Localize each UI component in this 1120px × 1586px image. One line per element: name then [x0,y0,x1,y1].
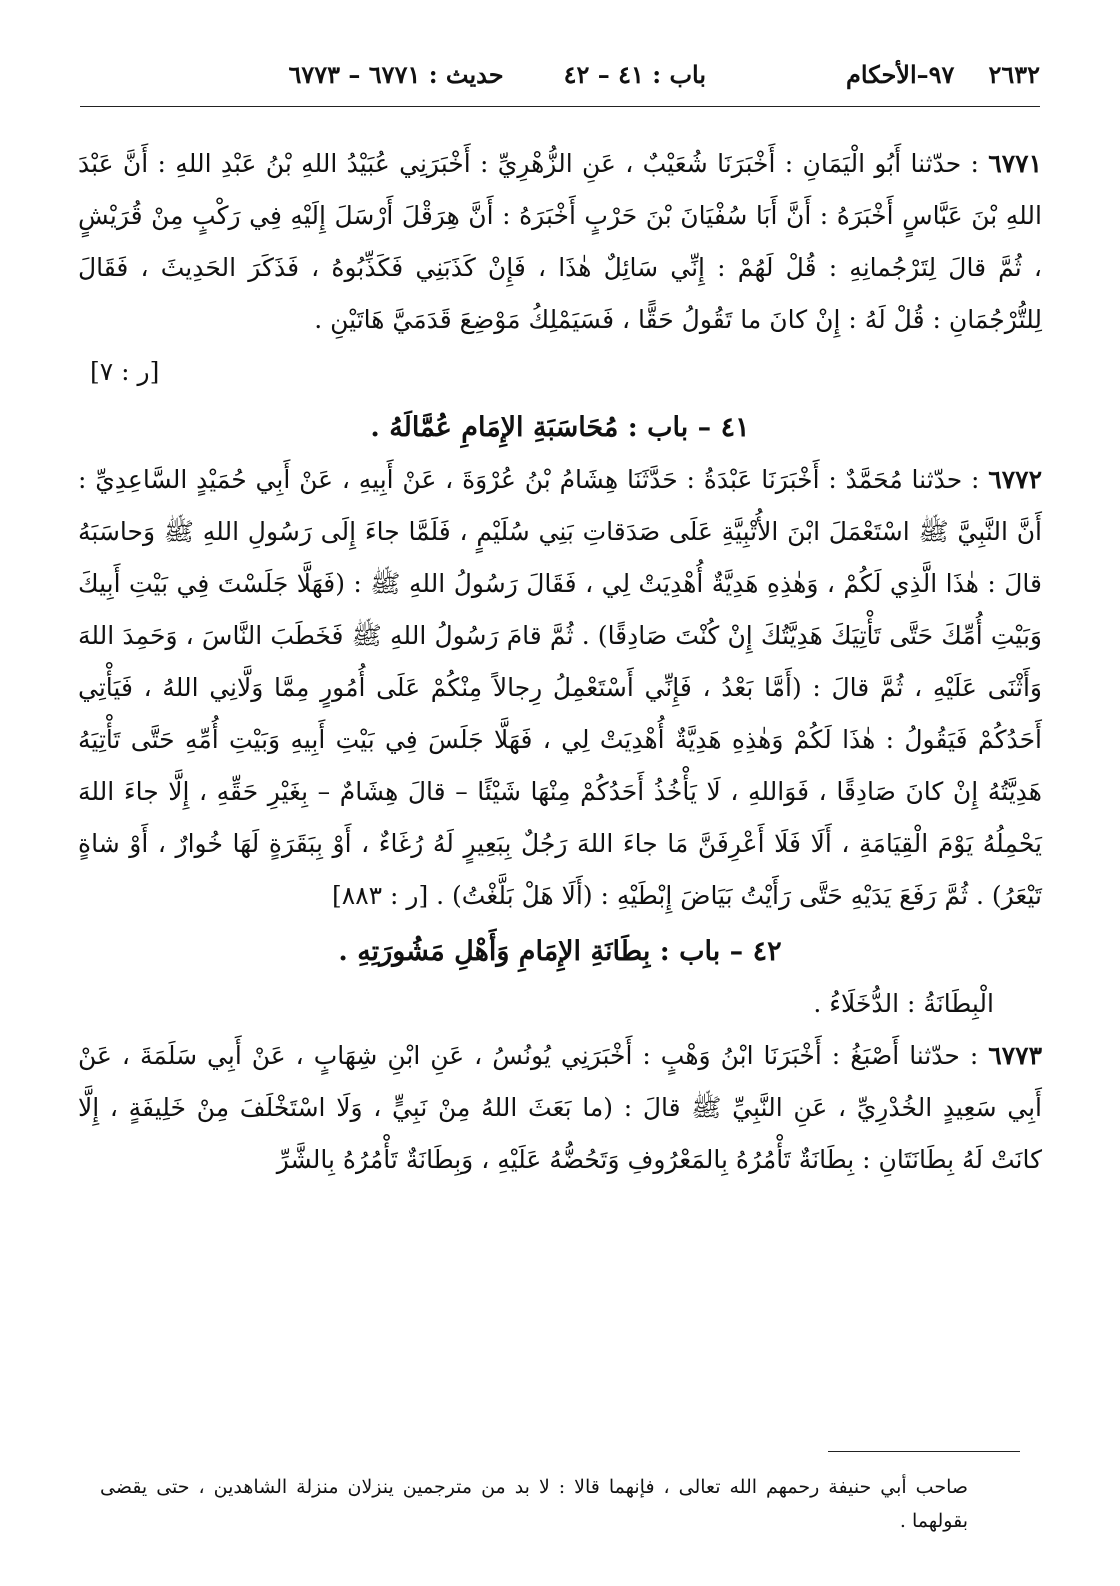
page-header [80,50,1040,98]
cross-reference: [ر : ٨٨٣] [332,881,437,910]
hadith-6772 [78,454,1042,922]
hadith-6771 [78,138,1042,346]
hadith-text: : حدّثنا أَصْبَغُ : أَخْبَرَنَا ابْنُ وَهْبٍ : أَخْبَرَنِي يُونُسُ ، عَنِ ابْنِ شِهَابٍ ، عَنْ أَبِي سَلَمَةَ ، عَنْ أَبِي سَعِيدٍ الخُدْرِيِّ ، عَنِ النَّبِيِّ ﷺ قالَ : (ما بَعَثَ اللهُ مِنْ نَبِيٍّ ، وَلَا اسْتَخْلَفَ مِنْ خَلِيفَةٍ ، إِلَّا كانَتْ لَهُ بِطَانَتَانِ : بِطَانَةٌ تَأْمُرُهُ بِالمَعْرُوفِ وَتَحُضُّهُ عَلَيْهِ ، وَبِطَانَةٌ تَأْمُرُهُ بِالشَّرِّ [78,1041,1042,1174]
footnote: صاحب أبي حنيفة رحمهم الله تعالى ، فإنهما قالا : لا بد من مترجمين ينزلان منزلة الشاهدين ، حتى يقضى بقولهما . [100,1476,968,1532]
hadith-number: ٦٧٧٢ [988,465,1042,494]
hadith-number: ٦٧٧١ [988,149,1042,178]
hadith-number: ٦٧٧٣ [988,1041,1042,1070]
hadith-6773 [78,1030,1042,1186]
bab-42-definition: الْبِطَانَةُ : الدُّخَلَاءُ . [813,989,994,1018]
header-divider [80,106,1040,107]
page-number: ٢٦٣٢ [988,59,1040,89]
hadith-text: : حدّثنا أَبُو الْيَمَانِ : أَخْبَرَنَا شُعَيْبٌ ، عَنِ الزُّهْرِيِّ : أَخْبَرَنِي عُبَيْدُ اللهِ بْنُ عَبْدِ اللهِ : أَنَّ عَبْدَ اللهِ بْنَ عَبَّاسٍ أَخْبَرَهُ : أَنَّ أَبَا سُفْيَانَ بْنَ حَرْبٍ أَخْبَرَهُ : أَنَّ هِرَقْلَ أَرْسَلَ إِلَيْهِ فِي رَكْبٍ مِنْ قُرَيْشٍ ، ثُمَّ قالَ لِتَرْجُمانِهِ : قُلْ لَهُمْ : إِنِّي سَائِلٌ هٰذَا ، فَإِنْ كَذَبَنِي فَكَذِّبُوهُ ، فَذَكَرَ الحَدِيثَ ، فَقَالَ لِلتُّرْجُمَانِ : قُلْ لَهُ : إِنْ كانَ ما تَقُولُ حَقًّا ، فَسَيَمْلِكُ مَوْضِعَ قَدَمَيَّ هَاتَيْنِ . [78,149,1042,334]
footnote-divider [828,1451,1020,1452]
bab-41-heading: ٤١ – باب : مُحَاسَبَةِ الإِمَامِ عُمَّالَهُ . [370,412,750,443]
bab-range: باب : ٤١ – ٤٢ [563,59,707,89]
book-title: ٩٧–الأحكام [846,59,955,89]
bab-42-heading: ٤٢ – باب : بِطَانَةِ الإِمَامِ وَأَهْلِ مَشُورَتِهِ . [338,936,782,967]
hadith-text: : حدّثنا مُحَمَّدٌ : أَخْبَرَنَا عَبْدَةُ : حَدَّثَنَا هِشَامُ بْنُ عُرْوَةَ ، عَنْ أَبِيهِ ، عَنْ أَبِي حُمَيْدٍ السَّاعِدِيِّ : أَنَّ النَّبِيَّ ﷺ اسْتَعْمَلَ ابْنَ الأُتْبِيَّةِ عَلَى صَدَقاتِ بَنِي سُلَيْمٍ ، فَلَمَّا جاءَ إِلَى رَسُولِ اللهِ ﷺ وَحاسَبَهُ قالَ : هٰذَا الَّذِي لَكُمْ ، وَهٰذِهِ هَدِيَّةٌ أُهْدِيَتْ لِي ، فَقَالَ رَسُولُ اللهِ ﷺ : (فَهَلَّا جَلَسْتَ فِي بَيْتِ أَبِيكَ وَبَيْتِ أُمِّكَ حَتَّى تَأْتِيَكَ هَدِيَّتُكَ إِنْ كُنْتَ صَادِقًا) . ثُمَّ قامَ رَسُولُ اللهِ ﷺ فَخَطَبَ النَّاسَ ، وَحَمِدَ اللهَ وَأَثْنَى عَلَيْهِ ، ثُمَّ قالَ : (أَمَّا بَعْدُ ، فَإِنِّي أَسْتَعْمِلُ رِجالاً مِنْكُمْ عَلَى أُمُورٍ مِمَّا وَلَّانِي اللهُ ، فَيَأْتِي أَحَدُكُمْ فَيَقُولُ : هٰذَا لَكُمْ وَهٰذِهِ هَدِيَّةٌ أُهْدِيَتْ لِي ، فَهَلَّا جَلَسَ فِي بَيْتِ أَبِيهِ وَبَيْتِ أُمِّهِ حَتَّى تَأْتِيَهُ هَدِيَّتُهُ إِنْ كانَ صَادِقًا ، فَوَاللهِ ، لَا يَأْخُذُ أَحَدُكُمْ مِنْهَا شَيْئًا – قالَ هِشَامٌ – بِغَيْرِ حَقِّهِ ، إِلَّا جاءَ اللهَ يَحْمِلُهُ يَوْمَ الْقِيَامَةِ ، أَلَا فَلَا أَعْرِفَنَّ مَا جاءَ اللهَ رَجُلٌ بِبَعِيرٍ لَهُ رُغَاءٌ ، أَوْ بِبَقَرَةٍ لَهَا خُوارٌ ، أَوْ شاةٍ تَيْعَرُ) . ثُمَّ رَفَعَ يَدَيْهِ حَتَّى رَأَيْتُ بَيَاضَ إِبْطَيْهِ : (أَلَا هَلْ بَلَّغْتُ) . [78,465,1042,910]
hadith-range: حديث : ٦٧٧١ – ٦٧٧٣ [288,59,504,89]
page-body [78,138,1042,1186]
cross-reference: [ر : ٧] [90,357,160,386]
